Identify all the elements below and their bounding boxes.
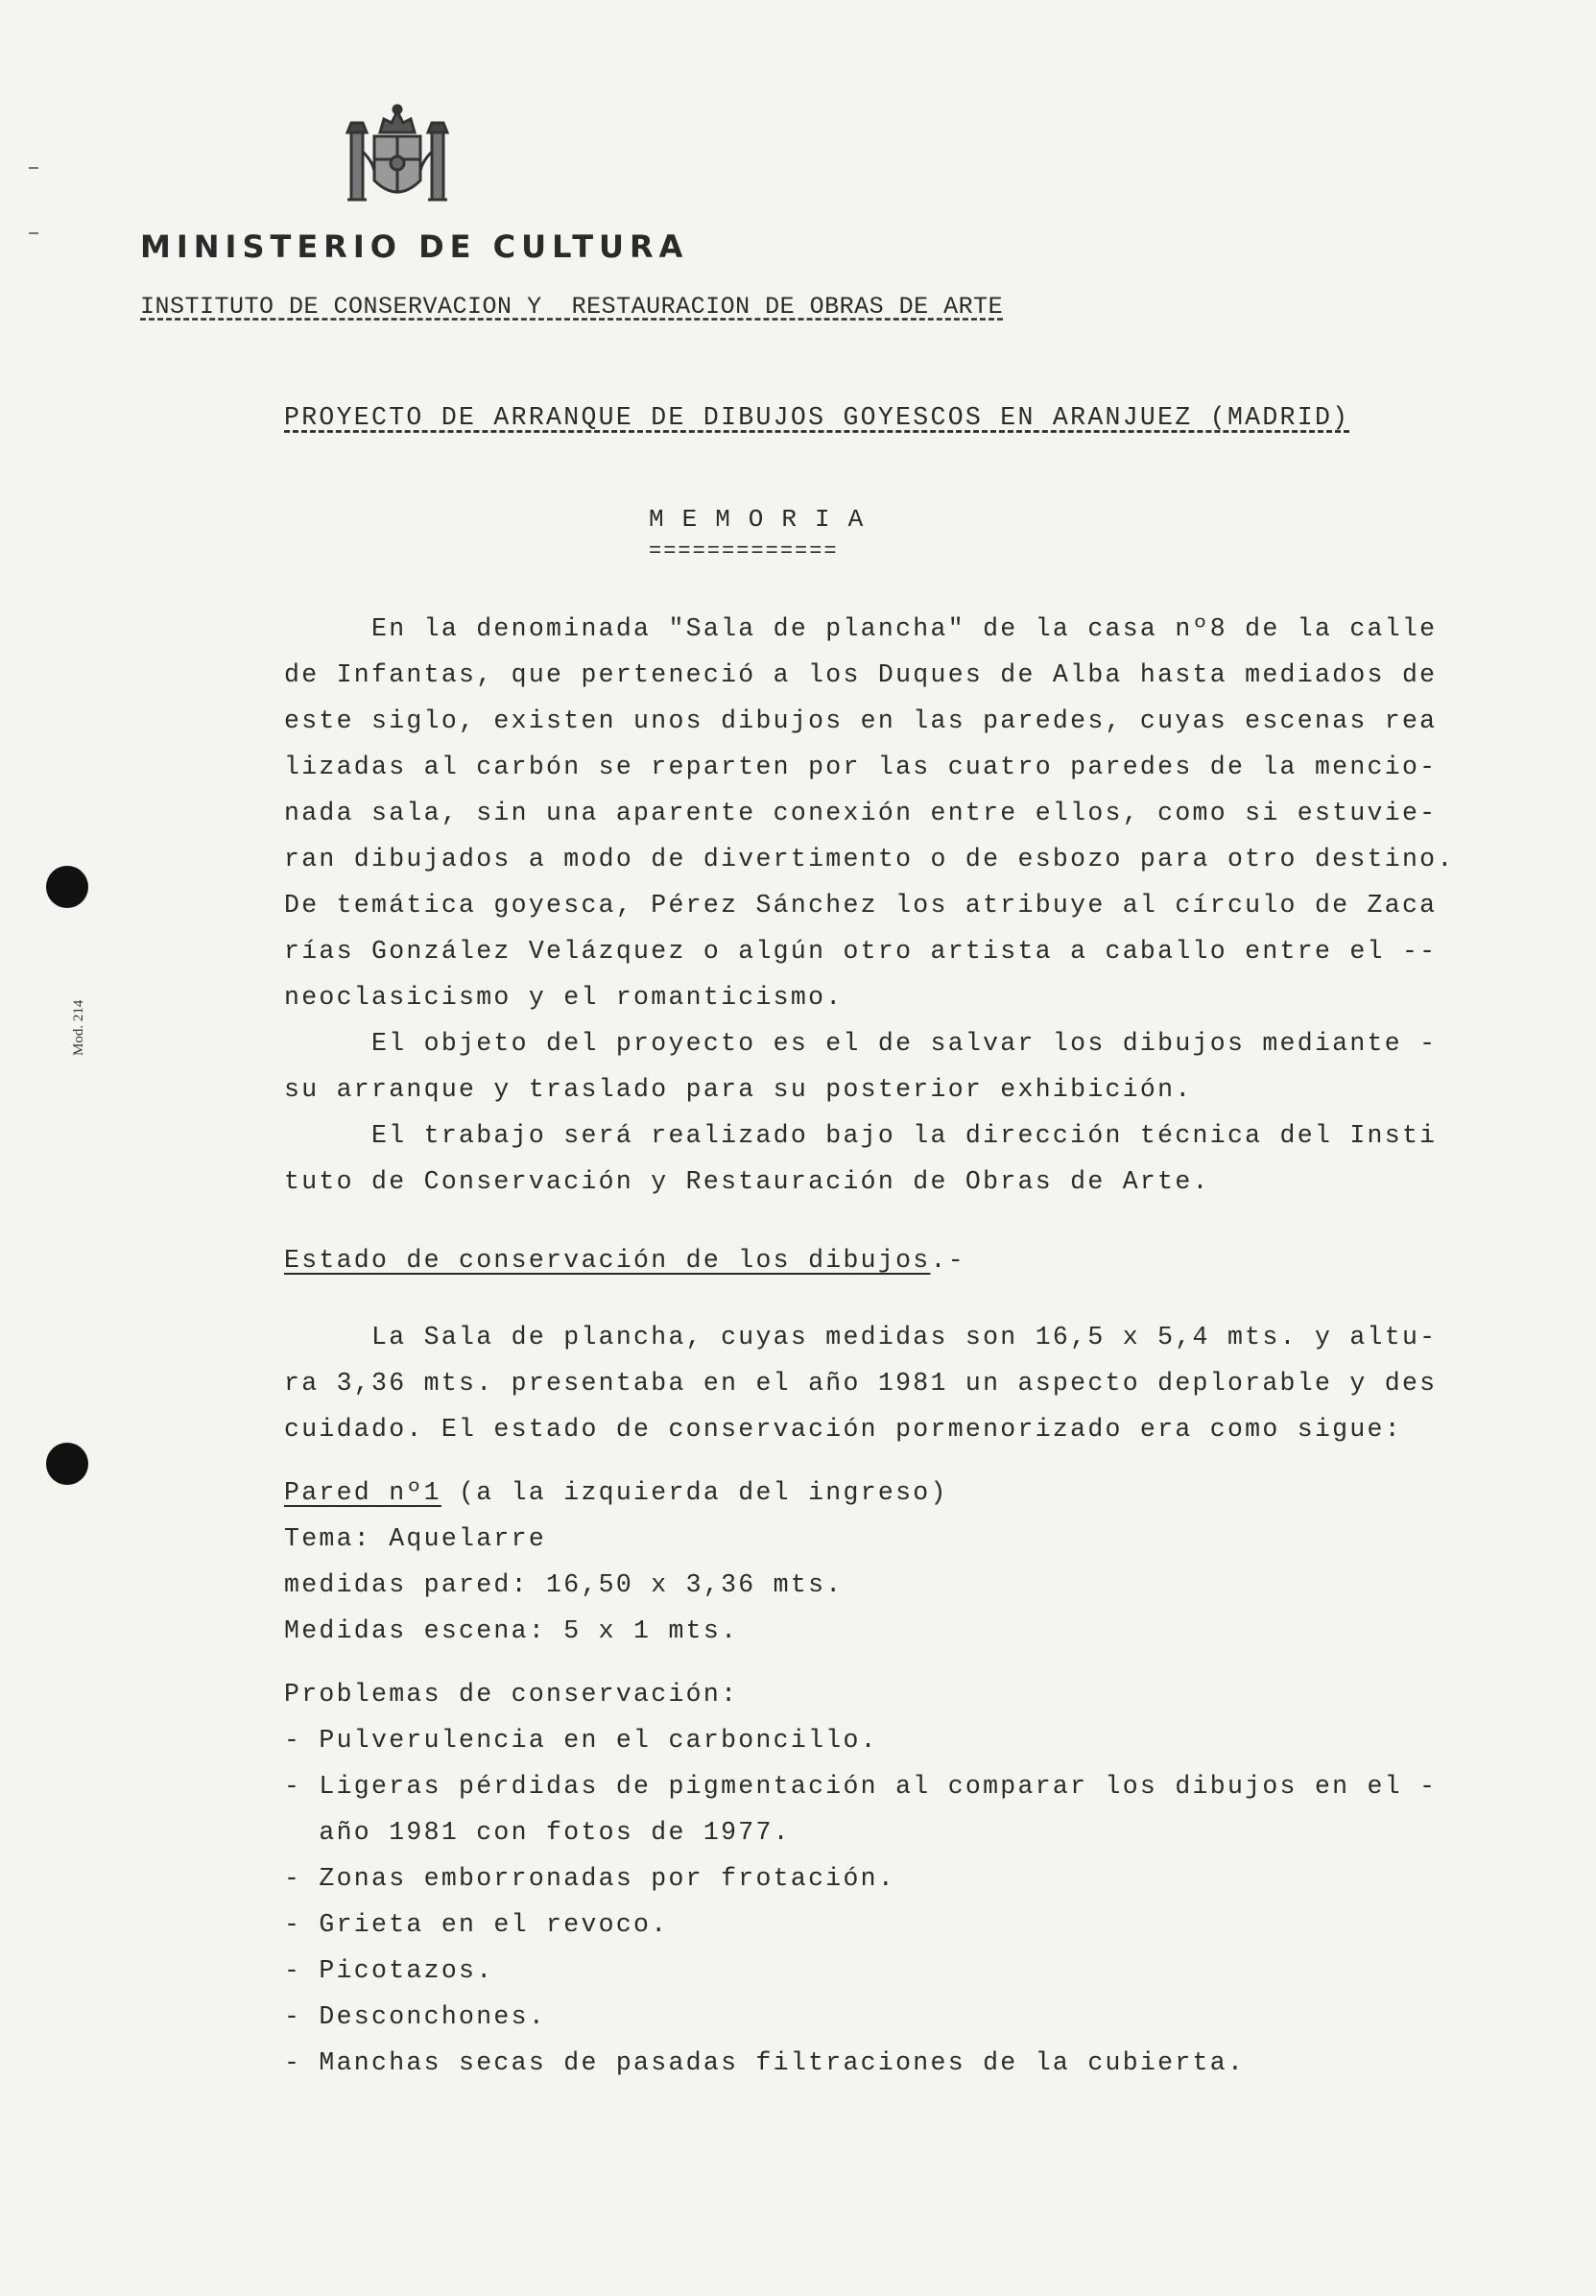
punch-hole	[46, 1443, 88, 1485]
intro-line: neoclasicismo y el romanticismo.	[284, 983, 844, 1012]
punch-hole	[46, 866, 88, 908]
problem-item: - Desconchones.	[284, 2002, 547, 2031]
margin-mark	[29, 232, 38, 234]
wall-detail: medidas pared: 16,50 x 3,36 mts.	[284, 1570, 844, 1599]
document-title: PROYECTO DE ARRANQUE DE DIBUJOS GOYESCOS EN ARANJUEZ (MADRID)	[284, 403, 1350, 432]
intro-line: lizadas al carbón se reparten por las cuatro paredes de la mencio-	[284, 753, 1438, 781]
problem-item: - Picotazos.	[284, 1956, 494, 1985]
intro-line: ran dibujados a modo de divertimento o de esbozo para otro destino.	[284, 845, 1455, 873]
institute-heading: INSTITUTO DE CONSERVACION Y RESTAURACION DE OBRAS DE ARTE	[140, 293, 1004, 321]
intro-line: El trabajo será realizado bajo la dirección técnica del Insti	[284, 1121, 1438, 1150]
problems-heading: Problemas de conservación:	[284, 1680, 739, 1709]
intro-line: El objeto del proyecto es el de salvar los dibujos mediante -	[284, 1029, 1438, 1058]
section-line: cuidado. El estado de conservación pormenorizado era como sigue:	[284, 1415, 1402, 1444]
intro-line: nada sala, sin una aparente conexión entre ellos, como si estuvie-	[284, 799, 1438, 827]
coat-of-arms-icon	[340, 104, 455, 217]
problem-item: - Pulverulencia en el carboncillo.	[284, 1726, 878, 1755]
intro-line: tuto de Conservación y Restauración de Obras de Arte.	[284, 1167, 1210, 1196]
problem-item: - Zonas emborronadas por frotación.	[284, 1864, 896, 1893]
section-heading	[284, 1244, 965, 1277]
form-number: Mod. 214	[71, 999, 86, 1056]
section-heading-text: Estado de conservación de los dibujos	[284, 1246, 931, 1275]
problem-item: - Grieta en el revoco.	[284, 1910, 669, 1939]
section-heading-suffix: .-	[930, 1246, 965, 1275]
problem-item: - Manchas secas de pasadas filtraciones de la cubierta.	[284, 2048, 1246, 2077]
wall-detail: Medidas escena: 5 x 1 mts.	[284, 1616, 739, 1645]
ministry-heading: MINISTERIO DE CULTURA	[140, 228, 689, 265]
section-line: La Sala de plancha, cuyas medidas son 16,5 x 5,4 mts. y altu-	[284, 1323, 1438, 1351]
margin-mark	[29, 167, 38, 169]
intro-line: de Infantas, que perteneció a los Duques de Alba hasta mediados de	[284, 660, 1438, 689]
wall-detail: Tema: Aquelarre	[284, 1524, 547, 1553]
section-line: ra 3,36 mts. presentaba en el año 1981 un aspecto deplorable y des	[284, 1369, 1438, 1398]
wall-label-suffix: (a la izquierda del ingreso)	[441, 1478, 948, 1507]
intro-line: En la denominada "Sala de plancha" de la casa nº8 de la calle	[284, 614, 1438, 643]
wall-label: Pared nº1	[284, 1478, 441, 1507]
memoria-rule: =============	[649, 539, 839, 563]
intro-line: De temática goyesca, Pérez Sánchez los atribuye al círculo de Zaca	[284, 891, 1438, 920]
problem-item: - Ligeras pérdidas de pigmentación al comparar los dibujos en el -	[284, 1772, 1438, 1801]
intro-line: este siglo, existen unos dibujos en las paredes, cuyas escenas rea	[284, 706, 1438, 735]
memoria-heading: MEMORIA	[649, 505, 882, 534]
intro-line: rías González Velázquez o algún otro artista a caballo entre el --	[284, 937, 1438, 966]
wall-heading	[284, 1476, 948, 1509]
intro-line: su arranque y traslado para su posterior exhibición.	[284, 1075, 1193, 1104]
problem-item: año 1981 con fotos de 1977.	[284, 1818, 791, 1847]
